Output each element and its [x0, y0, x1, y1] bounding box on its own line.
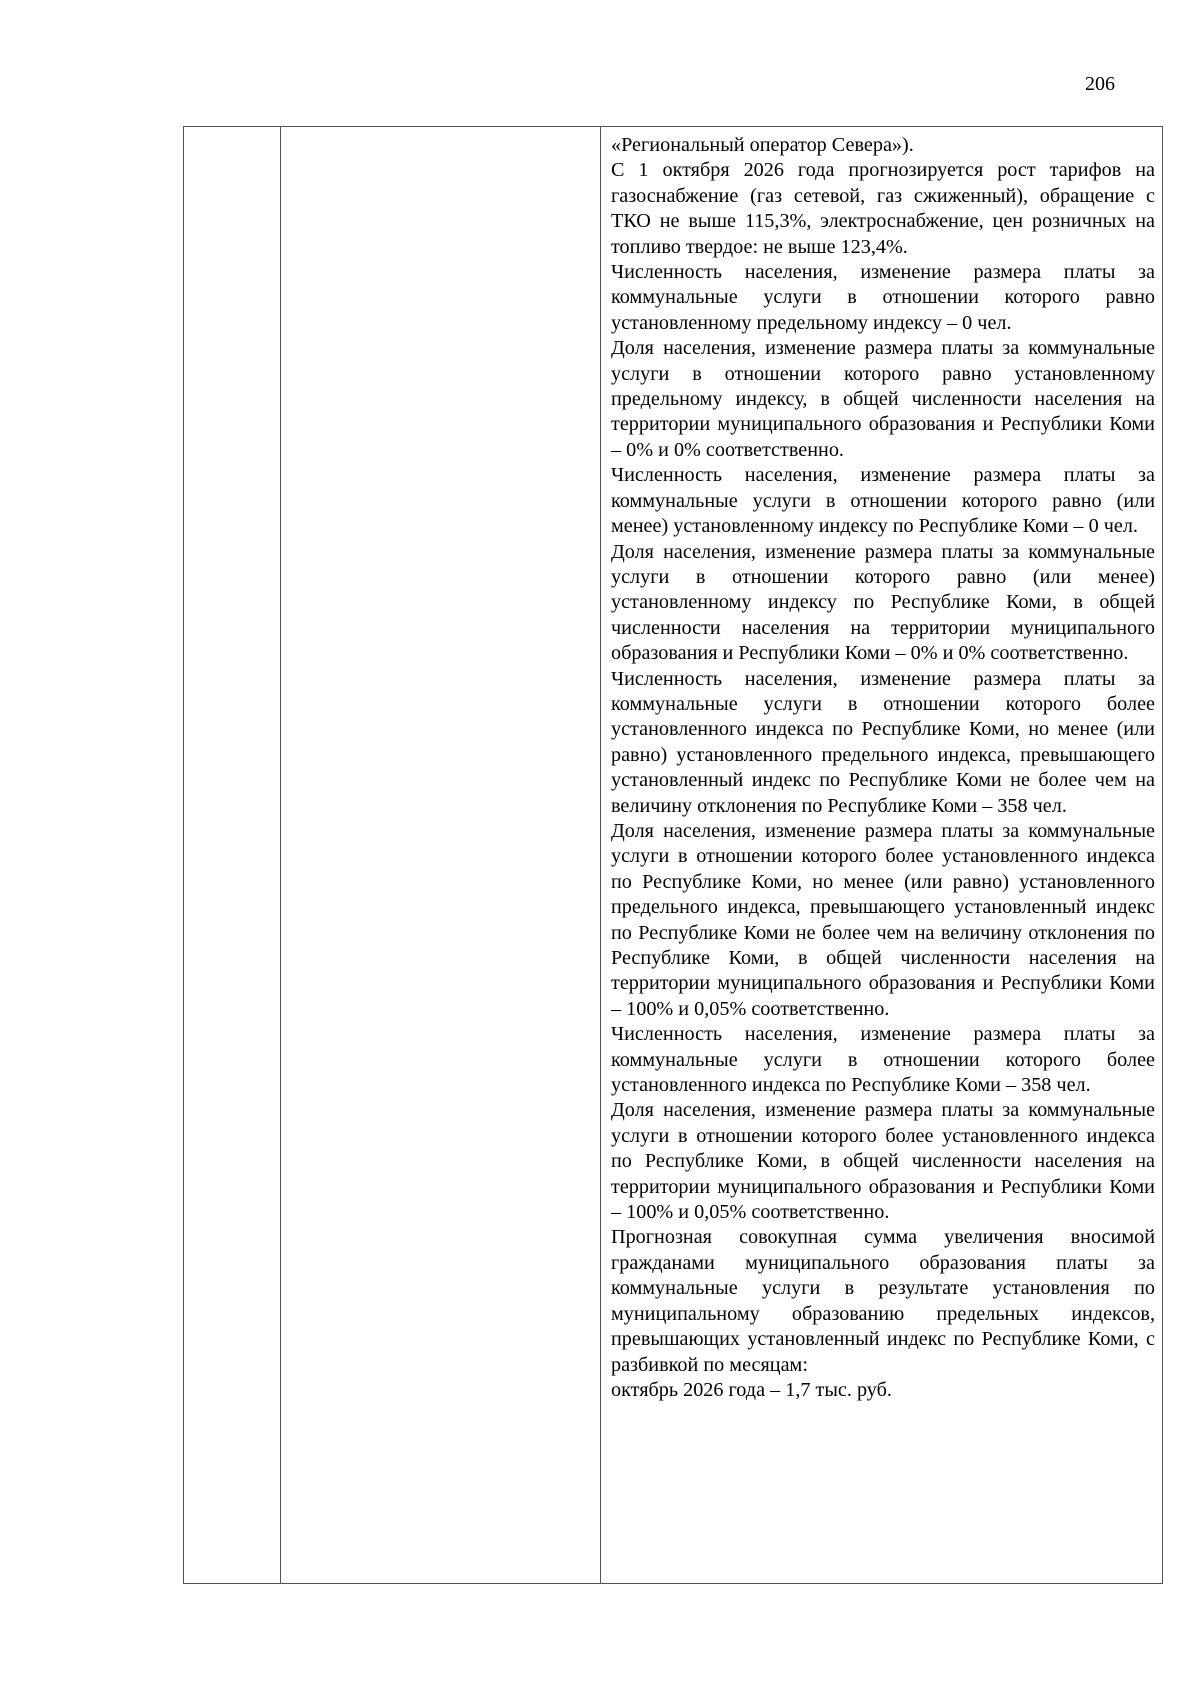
- paragraph: Доля населения, изменение размера платы за коммунальные услуги в отношении которого равно (или менее) установленному индексу по Республике Коми, в общей численности населения на территории муниципального образования и Республики Коми – 0% и 0% соответственно.: [611, 540, 1155, 665]
- table-row: [184, 127, 1163, 1584]
- page-number: 206: [1085, 73, 1115, 95]
- paragraph: С 1 октября 2026 года прогнозируется рост тарифов на газоснабжение (газ сетевой, газ сжиженный), обращение с ТКО не выше 115,3%, электроснабжение, цен розничных на топливо твердое: не выше 123,4%.: [611, 159, 1155, 258]
- paragraph: Численность населения, изменение размера платы за коммунальные услуги в отношении которого равно (или менее) установленному индексу по Республике Коми – 0 чел.: [611, 464, 1155, 538]
- paragraph: Доля населения, изменение размера платы за коммунальные услуги в отношении которого более установленного индекса по Республике Коми, в общей численности населения на территории муниципального образования и Республики Коми – 100% и 0,05% соответственно.: [611, 1099, 1155, 1224]
- paragraph: Численность населения, изменение размера платы за коммунальные услуги в отношении которого более установленного индекса по Республике Коми, но менее (или равно) установленного предельного индекса, превышающего установленный индекс по Республике Коми не более чем на величину отклонения по Республике Коми – 358 чел.: [611, 667, 1155, 817]
- paragraph: Прогнозная совокупная сумма увеличения вносимой гражданами муниципального образования платы за коммунальные услуги в результате установления по муниципальному образованию предельных индексов, превышающих установленный индекс по Республике Коми, с разбивкой по месяцам:: [611, 1226, 1155, 1376]
- document-table: [183, 126, 1163, 1584]
- paragraph: октябрь 2026 года – 1,7 тыс. руб.: [611, 1378, 892, 1401]
- paragraph: Численность населения, изменение размера платы за коммунальные услуги в отношении которого равно установленному предельному индексу – 0 чел.: [611, 261, 1155, 334]
- paragraph: Доля населения, изменение размера платы за коммунальные услуги в отношении которого равно установленному предельному индексу, в общей численности населения на территории муниципального образования и Республики Коми – 0% и 0% соответственно.: [611, 337, 1155, 461]
- paragraph: Доля населения, изменение размера платы за коммунальные услуги в отношении которого более установленного индекса по Республике Коми, но менее (или равно) установленного предельного индекса, превышающего установленный индекс по Республике Коми не более чем на величину отклонения по Республике Коми, в общей численности населения на территории муниципального образования и Республики Коми – 100% и 0,05% соответственно.: [611, 819, 1155, 1020]
- table-cell-content: [601, 127, 1163, 1584]
- paragraph: «Региональный оператор Севера»).: [611, 134, 914, 156]
- content-text: [601, 127, 1162, 1403]
- table-cell-number: [184, 127, 281, 1584]
- paragraph: Численность населения, изменение размера платы за коммунальные услуги в отношении которого более установленного индекса по Республике Коми – 358 чел.: [611, 1023, 1155, 1097]
- table-cell-title: [281, 127, 601, 1584]
